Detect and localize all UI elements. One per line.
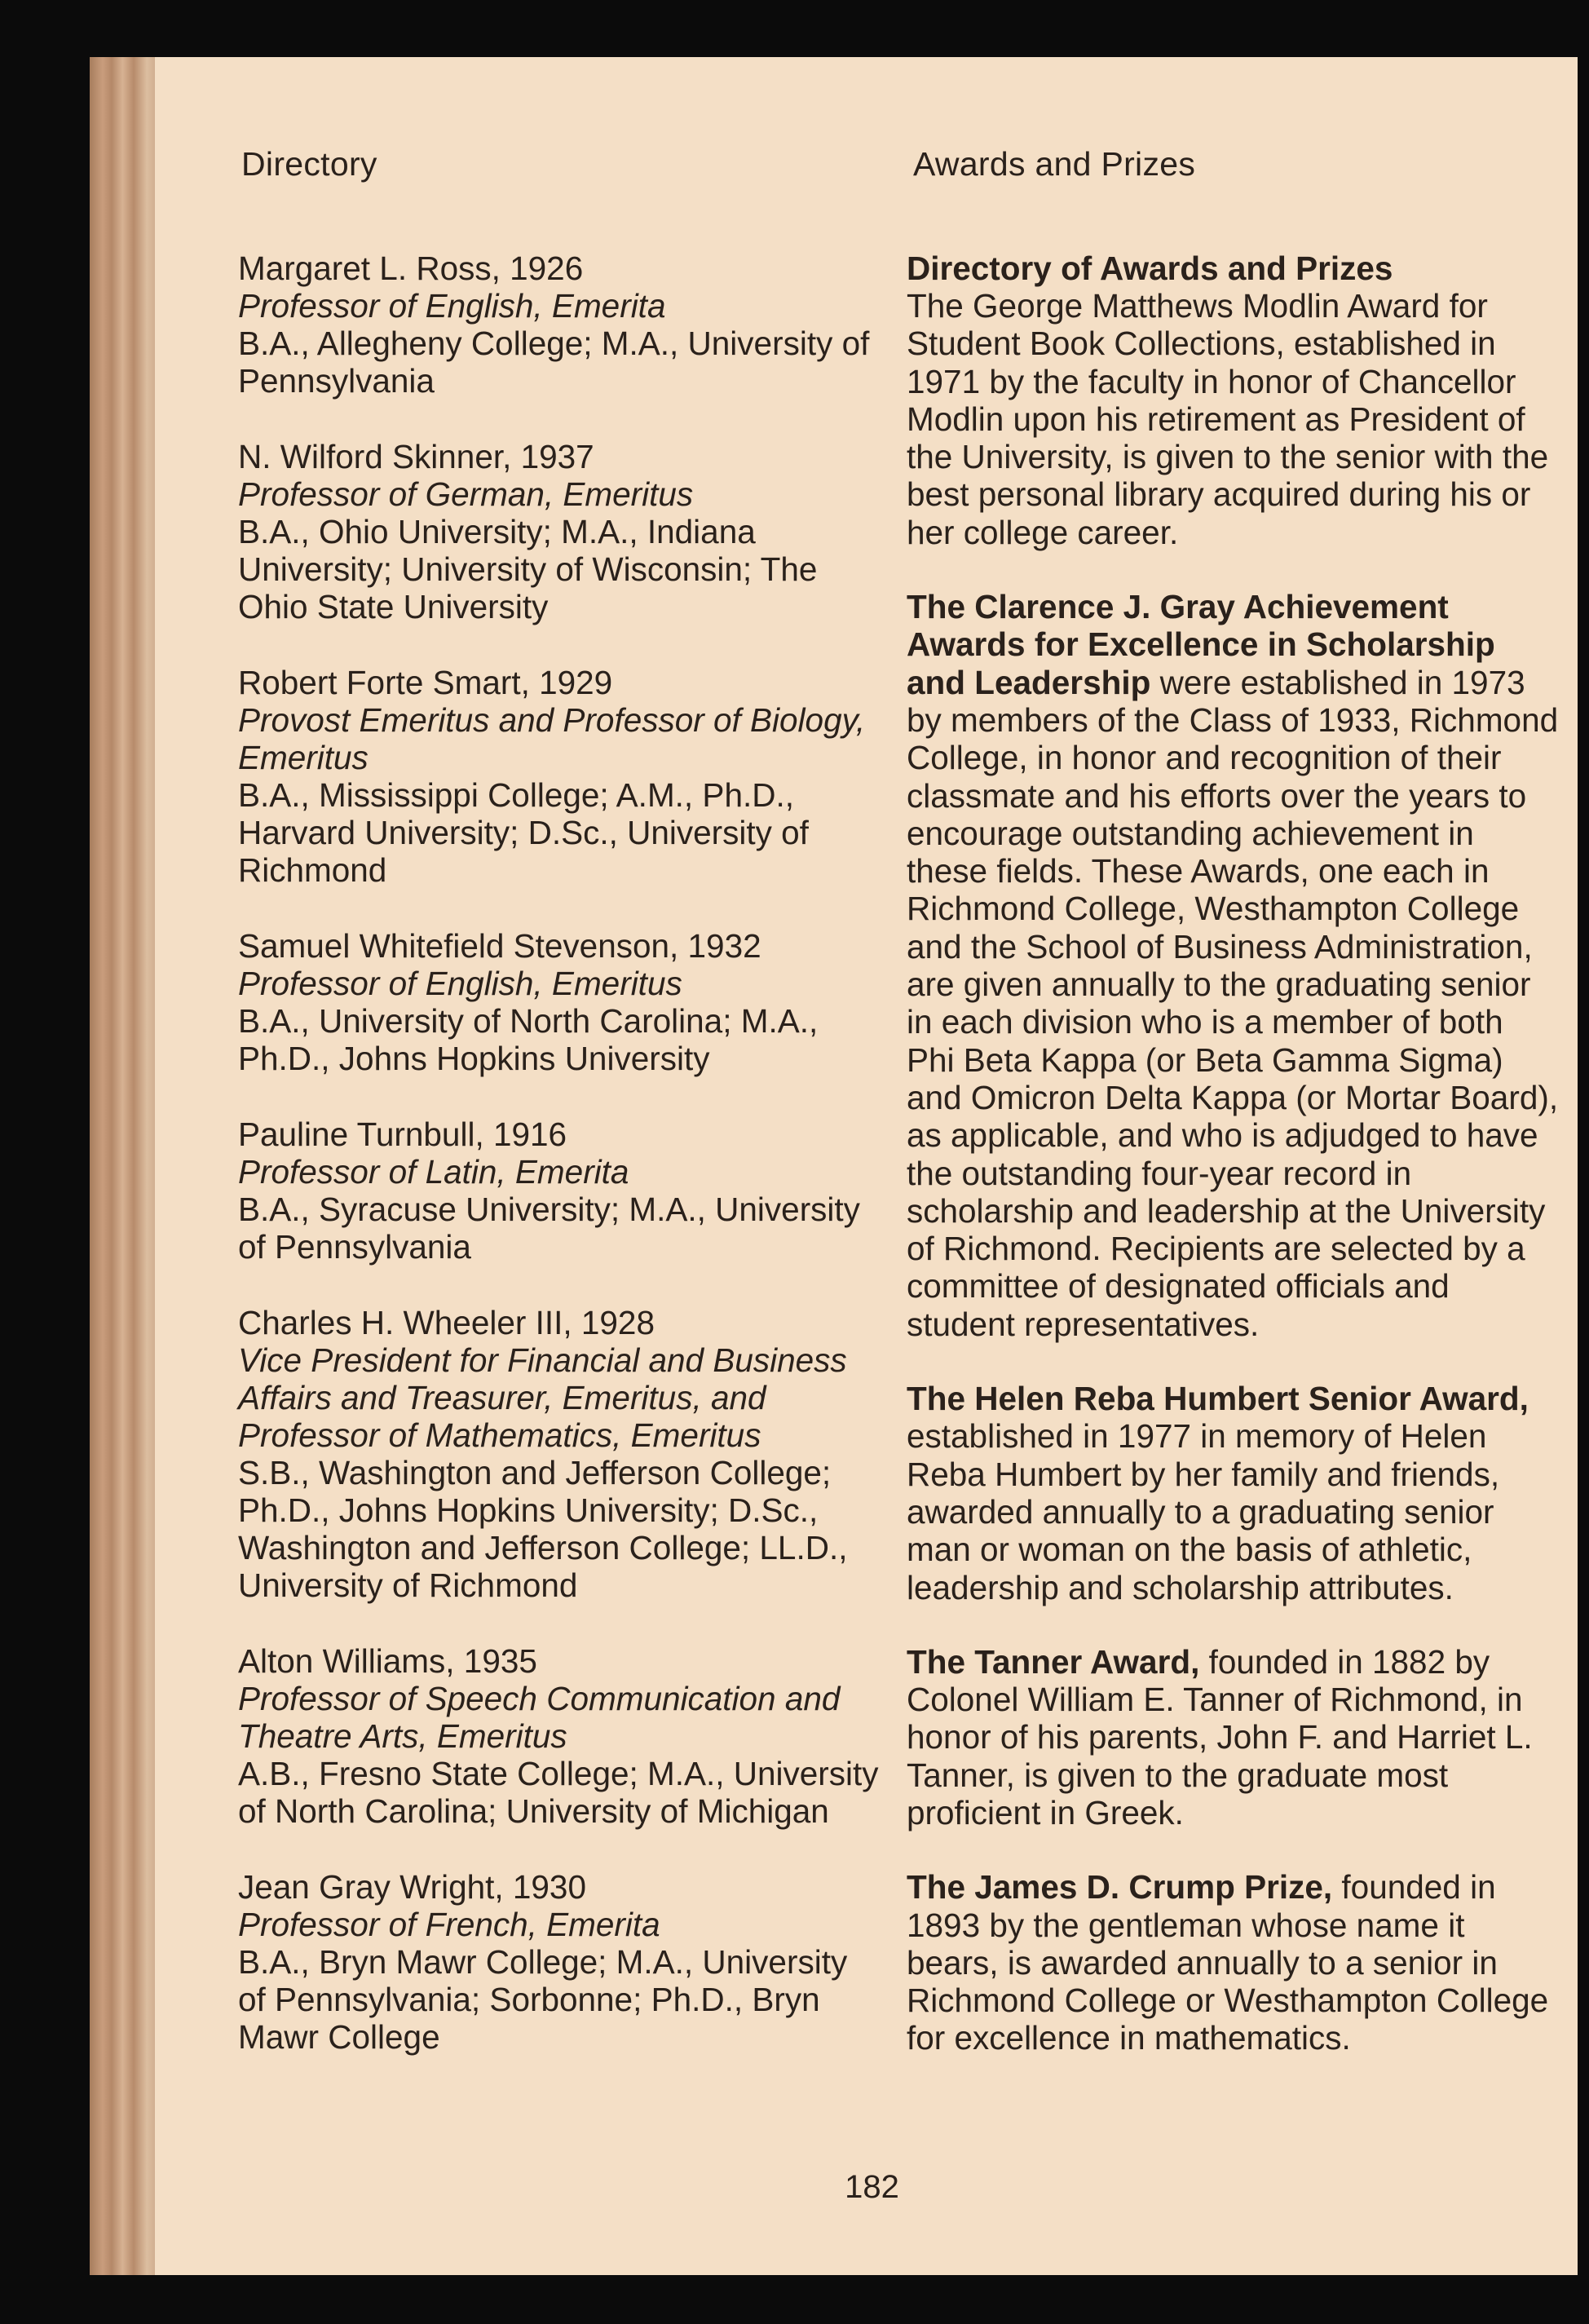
running-head-right: Awards and Prizes <box>913 145 1196 183</box>
award-name: The James D. Crump Prize, <box>907 1868 1333 1906</box>
entry-title: Professor of English, Emeritus <box>238 965 682 1002</box>
entry-degrees: B.A., Syracuse University; M.A., University of Pennsylvania <box>238 1191 860 1266</box>
directory-entry <box>238 1116 882 1266</box>
entry-name: Alton Williams, 1935 <box>238 1642 537 1680</box>
award-entry <box>907 250 1559 551</box>
award-description: The George Matthews Modlin Award for Student Book Collections, established in 1971 by the faculty in honor of Chancellor Modlin upon his retirement as President of the University, is given to the senior with the best personal library acquired during his or her college career. <box>907 287 1549 551</box>
award-description: were established in 1973 by members of the Class of 1933, Richmond College, in honor and recognition of their classmate and his efforts over the years to encourage outstanding achievement in these fields. These Awards, one each in Richmond College, Westhampton College and the School of Business Administration, are given annually to the graduating senior in each division who is a member of both Phi Beta Kappa (or Beta Gamma Sigma) and Omicron Delta Kappa (or Mortar Board), as applicable, and who is adjudged to have the outstanding four-year record in scholarship and leadership at the University of Richmond. Recipients are selected by a committee of designated officials and student representatives. <box>907 663 1559 1343</box>
entry-name: Margaret L. Ross, 1926 <box>238 250 584 287</box>
award-entry <box>907 1380 1559 1606</box>
entry-name: N. Wilford Skinner, 1937 <box>238 438 594 475</box>
directory-column <box>238 250 882 2094</box>
entry-degrees: B.A., Allegheny College; M.A., University of Pennsylvania <box>238 325 870 400</box>
entry-degrees: B.A., Bryn Mawr College; M.A., University of Pennsylvania; Sorbonne; Ph.D., Bryn Mawr College <box>238 1943 848 2056</box>
entry-title: Professor of English, Emerita <box>238 287 666 325</box>
directory-entry <box>238 438 882 625</box>
directory-entry <box>238 927 882 1077</box>
entry-title: Professor of French, Emerita <box>238 1906 660 1943</box>
entry-degrees: B.A., Ohio University; M.A., Indiana University; University of Wisconsin; The Ohio State University <box>238 513 818 625</box>
running-head-left: Directory <box>241 145 377 183</box>
entry-name: Samuel Whitefield Stevenson, 1932 <box>238 927 761 965</box>
directory-entry <box>238 1868 882 2056</box>
entry-title: Professor of German, Emeritus <box>238 475 694 513</box>
award-entry <box>907 588 1559 1343</box>
entry-degrees: B.A., University of North Carolina; M.A., Ph.D., Johns Hopkins University <box>238 1002 819 1077</box>
entry-name: Jean Gray Wright, 1930 <box>238 1868 586 1906</box>
page-number: 182 <box>845 2169 899 2205</box>
award-entry <box>907 1868 1559 2057</box>
entry-degrees: B.A., Mississippi College; A.M., Ph.D., Harvard University; D.Sc., University of Richmond <box>238 776 809 889</box>
award-entry <box>907 1643 1559 1831</box>
page-edge <box>90 57 163 2275</box>
directory-entry <box>238 1304 882 1604</box>
entry-name: Robert Forte Smart, 1929 <box>238 664 613 701</box>
entry-title: Vice President for Financial and Business Affairs and Treasurer, Emeritus, and Professor of Mathematics, Emeritus <box>238 1341 847 1454</box>
awards-column <box>907 250 1559 2094</box>
directory-entry <box>238 250 882 400</box>
entry-title: Professor of Speech Communication and Theatre Arts, Emeritus <box>238 1680 841 1755</box>
award-name: The Tanner Award, <box>907 1642 1200 1681</box>
award-name: The Clarence J. Gray Achievement Awards for Excellence in Scholarship and Leadership <box>907 588 1495 701</box>
entry-title: Professor of Latin, Emerita <box>238 1153 629 1191</box>
section-heading: Directory of Awards and Prizes <box>907 250 1393 287</box>
award-description: founded in 1882 by Colonel William E. Tanner of Richmond, in honor of his parents, John F. and Harriet L. Tanner, is given to the graduate most proficient in Greek. <box>907 1642 1533 1831</box>
entry-degrees: S.B., Washington and Jefferson College; Ph.D., Johns Hopkins University; D.Sc., Washington and Jefferson College; LL.D., University of Richmond <box>238 1454 848 1604</box>
entry-title: Provost Emeritus and Professor of Biology, Emeritus <box>238 701 866 776</box>
award-description: founded in 1893 by the gentleman whose name it bears, is awarded annually to a senior in Richmond College or Westhampton College for excellence in mathematics. <box>907 1868 1549 2057</box>
entry-name: Pauline Turnbull, 1916 <box>238 1116 567 1153</box>
award-name: The Helen Reba Humbert Senior Award, <box>907 1380 1529 1418</box>
directory-entry <box>238 664 882 889</box>
entry-degrees: A.B., Fresno State College; M.A., University of North Carolina; University of Michigan <box>238 1755 879 1830</box>
entry-name: Charles H. Wheeler III, 1928 <box>238 1304 655 1341</box>
directory-entry <box>238 1642 882 1830</box>
award-description: established in 1977 in memory of Helen Reba Humbert by her family and friends, awarded annually to a graduating senior man or woman on the basis of athletic, leadership and scholarship attributes. <box>907 1417 1500 1606</box>
